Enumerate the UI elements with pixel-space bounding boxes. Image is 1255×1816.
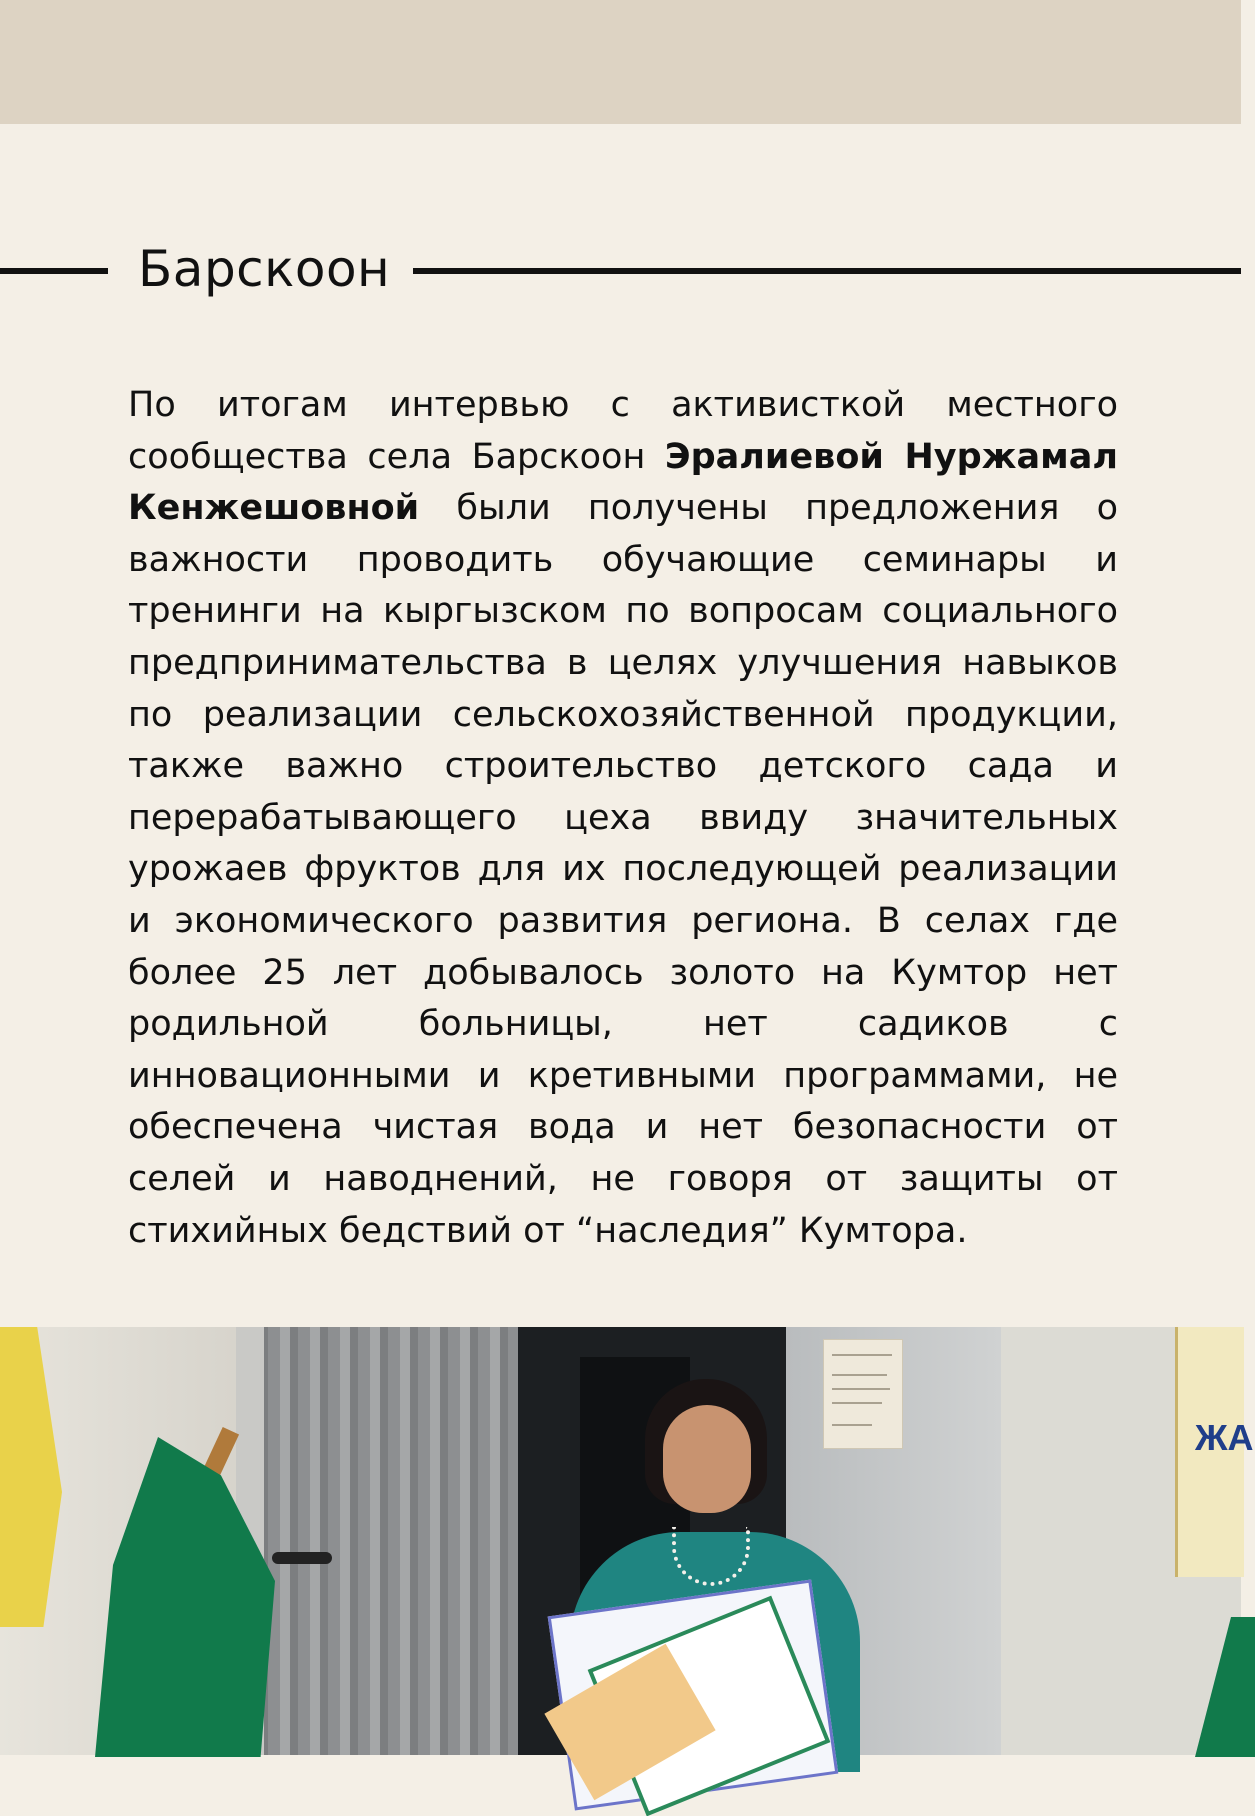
heading-rule-left bbox=[0, 268, 108, 274]
person-face bbox=[663, 1405, 751, 1513]
notice-line bbox=[832, 1374, 887, 1376]
notice-line bbox=[832, 1354, 892, 1356]
notice-line bbox=[832, 1388, 890, 1390]
notice-line bbox=[832, 1402, 882, 1404]
body-intro: По итогам интервью с активисткой местного сообщества села Барскоон bbox=[128, 385, 1118, 477]
wall-sign-text: ЖА bbox=[1195, 1417, 1254, 1458]
notice-paper bbox=[823, 1339, 903, 1449]
body-paragraph bbox=[128, 380, 1118, 1257]
photo-door-left bbox=[238, 1327, 518, 1755]
photo-activist bbox=[0, 1327, 1254, 1755]
door-handle bbox=[272, 1552, 332, 1564]
person-name: Эралиевой Нуржамал Кенжешовной bbox=[128, 436, 1118, 529]
section-title: Барскоон bbox=[138, 240, 391, 298]
body-text: были получены предложения о важности проводить обучающие семинары и тренинги на кыргызском по вопросам социального предпринимательства в целях улучшения навыков по реализации сельскохозяйственной продукции, также важно строительство детского сада и перерабатывающего цеха ввиду значительных урожаев фруктов для их последующей реализации и экономического развития региона. В селах где более 25 лет добывалось золото на Кумтор нет родильной больницы, нет садиков с инновационными и кретивными программами, не обеспечена чистая вода и нет безопасности от селей и наводнений, не говоря от защиты от стихийных бедствий от “наследия” Кумтора. bbox=[128, 488, 1118, 1251]
heading-rule-right bbox=[413, 268, 1241, 274]
section-heading bbox=[0, 228, 1241, 314]
notice-line bbox=[832, 1424, 872, 1426]
top-band bbox=[0, 0, 1241, 124]
